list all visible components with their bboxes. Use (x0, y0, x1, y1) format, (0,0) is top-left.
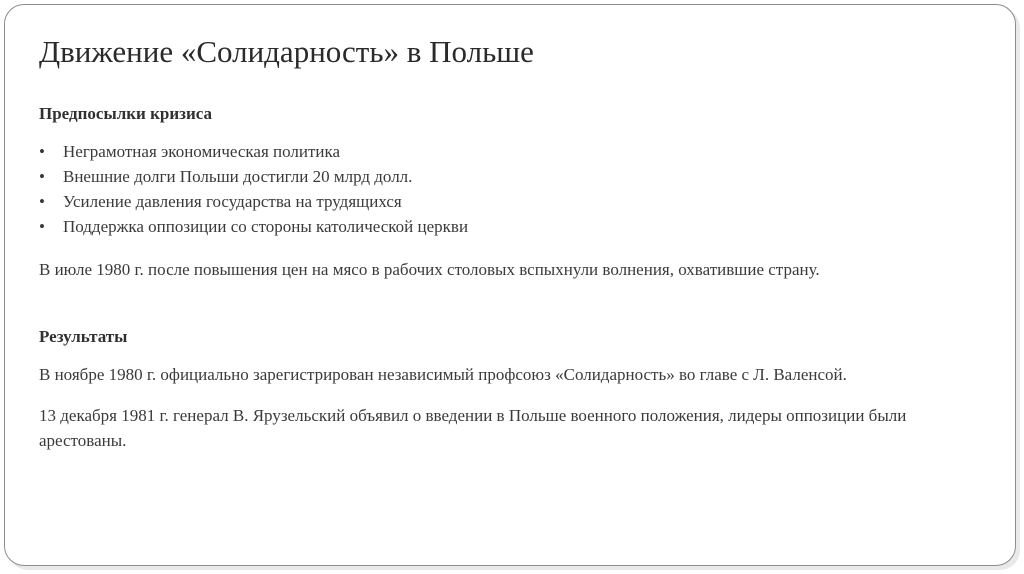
bullet-icon: • (39, 167, 45, 186)
november-1980-paragraph: В ноябре 1980 г. официально зарегистрирован независимый профсоюз «Солидарность» во главе с Л. Валенсой. (39, 365, 847, 384)
bullet-icon: • (39, 142, 45, 161)
list-item-text: Поддержка оппозиции со стороны католической церкви (63, 217, 469, 236)
list-item (39, 139, 989, 164)
list-item (39, 214, 989, 239)
bullet-icon: • (39, 217, 45, 236)
list-item-text: Усиление давления государства на трудящихся (63, 192, 402, 211)
list-item (39, 164, 989, 189)
slide-content (39, 33, 989, 453)
prerequisites-heading: Предпосылки кризиса (39, 104, 213, 123)
list-item-text: Внешние долги Польши достигли 20 млрд долл. (63, 167, 413, 186)
december-1981-paragraph: 13 декабря 1981 г. генерал В. Ярузельский объявил о введении в Польше военного положения, лидеры оппозиции были арестованы. (39, 406, 907, 450)
prerequisites-list (39, 139, 989, 239)
list-item (39, 189, 989, 214)
slide-title: Движение «Солидарность» в Польше (39, 34, 534, 69)
bullet-icon: • (39, 192, 45, 211)
list-item-text: Неграмотная экономическая политика (63, 142, 341, 161)
july-1980-paragraph: В июле 1980 г. после повышения цен на мясо в рабочих столовых вспыхнули волнения, охватившие страну. (39, 260, 820, 279)
results-heading: Результаты (39, 327, 128, 346)
slide-frame (4, 4, 1016, 566)
